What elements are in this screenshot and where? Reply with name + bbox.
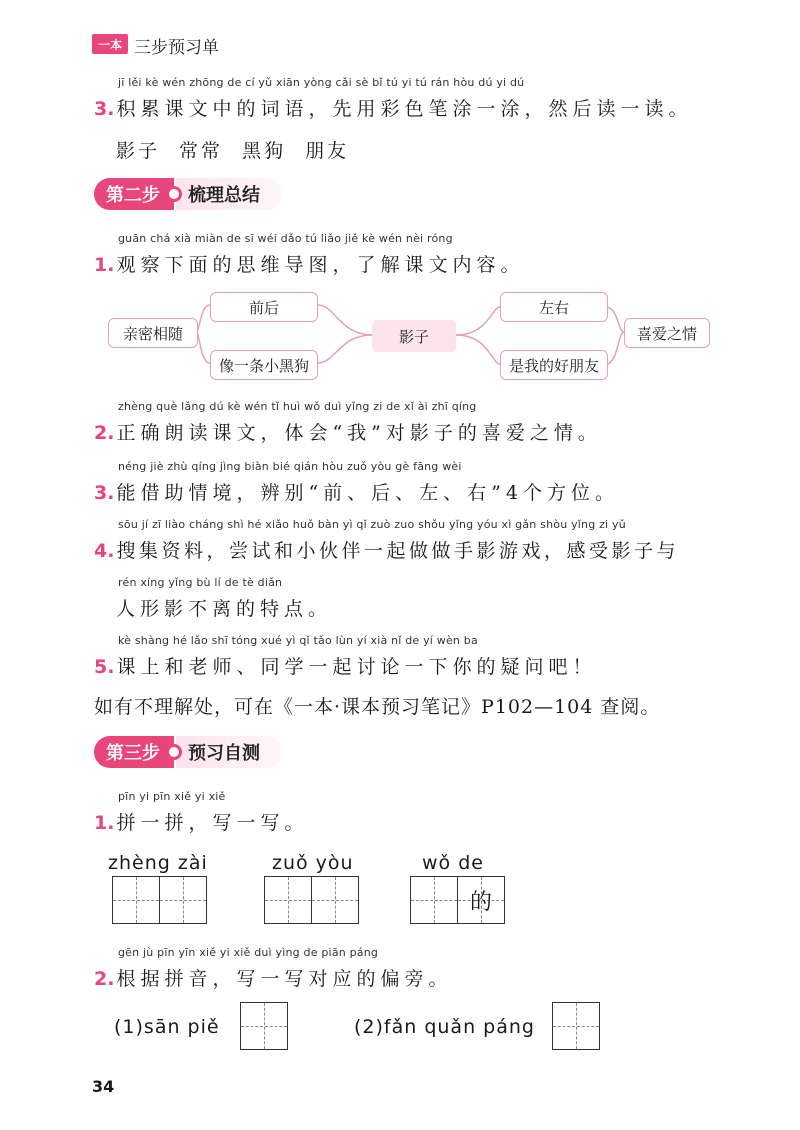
writing-grid[interactable] (264, 876, 359, 924)
question-line (94, 808, 308, 835)
writing-cell[interactable] (458, 877, 504, 923)
question-number: 4. (94, 540, 115, 562)
writing-cell[interactable] (411, 877, 458, 923)
writing-grid[interactable] (240, 1002, 288, 1050)
radical-label: (1)sān piě (114, 1016, 220, 1038)
question-text: 观察下面的思维导图，了解课文内容。 (116, 254, 525, 276)
mindmap-node-little-black-dog: 像一条小黑狗 (210, 350, 318, 380)
brand-logo: 一本 (92, 34, 128, 54)
mindmap-node-affection: 喜爱之情 (624, 318, 710, 348)
question-text: 人形影不离的特点。 (116, 598, 333, 620)
writing-cell[interactable] (312, 877, 358, 923)
writing-grid[interactable] (112, 876, 207, 924)
step-pill: 第二步 (94, 178, 174, 210)
writing-grid[interactable] (552, 1002, 600, 1050)
step-label: 预习自测 (176, 736, 282, 768)
question-text: 能借助情境，辨别“前、后、左、右”4个方位。 (116, 482, 619, 504)
grid-pinyin: wǒ de (422, 852, 484, 874)
pinyin-line: zhèng què lǎng dú kè wén tǐ huì wǒ duì yǐng zi de xǐ ài zhī qíng (118, 400, 477, 413)
mindmap-node-close-company: 亲密相随 (108, 318, 198, 348)
question-text: 课上和老师、同学一起讨论一下你的疑问吧！ (116, 656, 597, 678)
writing-grid[interactable] (410, 876, 505, 924)
cell-char: 的 (469, 889, 492, 915)
question-text: 搜集资料，尝试和小伙伴一起做做手影游戏，感受影子与 (116, 540, 679, 562)
question-number: 5. (94, 656, 115, 678)
question-number: 3. (94, 98, 115, 120)
question-number: 1. (94, 254, 115, 276)
bullet-dot-icon (166, 744, 182, 760)
question-text: 根据拼音，写一写对应的偏旁。 (116, 968, 453, 990)
question-number: 3. (94, 482, 115, 504)
step-label: 梳理总结 (176, 178, 282, 210)
writing-cell[interactable] (265, 877, 312, 923)
grid-pinyin: zuǒ yòu (272, 852, 354, 874)
question-text: 积累课文中的词语，先用彩色笔涂一涂，然后读一读。 (116, 98, 693, 120)
bullet-dot-icon (166, 186, 182, 202)
radical-label: (2)fǎn quǎn páng (354, 1016, 535, 1038)
question-number: 2. (94, 422, 115, 444)
pinyin-line: guān chá xià miàn de sī wéi dǎo tú liǎo jiě kè wén nèi róng (118, 232, 453, 245)
writing-cell[interactable] (113, 877, 160, 923)
reference-note: 如有不理解处，可在《一本·课本预习笔记》P102—104 查阅。 (94, 696, 661, 718)
question-number: 1. (94, 812, 115, 834)
pinyin-line: kè shàng hé lǎo shī tóng xué yì qǐ tǎo lùn yí xià nǐ de yí wèn ba (118, 634, 478, 647)
mindmap-node-good-friend: 是我的好朋友 (500, 350, 608, 380)
question-number: 2. (94, 968, 115, 990)
pinyin-line: rén xíng yǐng bù lí de tè diǎn (118, 576, 283, 589)
question-line (116, 594, 332, 621)
pinyin-line: gēn jù pīn yīn xiě yi xiě duì yìng de piān páng (118, 946, 379, 959)
pinyin-line: jī lěi kè wén zhōng de cí yǔ xiān yòng cǎi sè bǐ tú yi tú rán hòu dú yi dú (118, 76, 525, 89)
question-text: 拼一拼，写一写。 (116, 812, 309, 834)
page-header-title: 三步预习单 (134, 38, 219, 58)
pinyin-line: sōu jí zī liào cháng shì hé xiǎo huǒ bàn yì qǐ zuò zuo shǒu yǐng yóu xì gǎn shòu yǐng zi yǔ (118, 518, 626, 531)
question-line (94, 964, 452, 991)
question-text: 正确朗读课文，体会“我”对影子的喜爱之情。 (116, 422, 602, 444)
question-line (94, 478, 619, 505)
vocabulary-words: 影子 常常 黑狗 朋友 (116, 140, 350, 162)
grid-pinyin: zhèng zài (108, 852, 208, 874)
writing-cell[interactable] (241, 1003, 287, 1049)
step-banner-3 (94, 736, 282, 768)
step-pill: 第三步 (94, 736, 174, 768)
question-line (94, 536, 679, 563)
writing-cell[interactable] (553, 1003, 599, 1049)
writing-cell[interactable] (160, 877, 206, 923)
question-line (94, 652, 596, 679)
mindmap-center-node: 影子 (372, 320, 456, 352)
mindmap-node-front-back: 前后 (210, 292, 318, 322)
mindmap-node-left-right: 左右 (500, 292, 608, 322)
pinyin-line: pīn yi pīn xiě yi xiě (118, 790, 226, 803)
pinyin-line: néng jiè zhù qíng jìng biàn bié qián hòu zuǒ yòu gè fāng wèi (118, 460, 462, 473)
question-line (94, 418, 602, 445)
page-number: 34 (92, 1077, 115, 1096)
